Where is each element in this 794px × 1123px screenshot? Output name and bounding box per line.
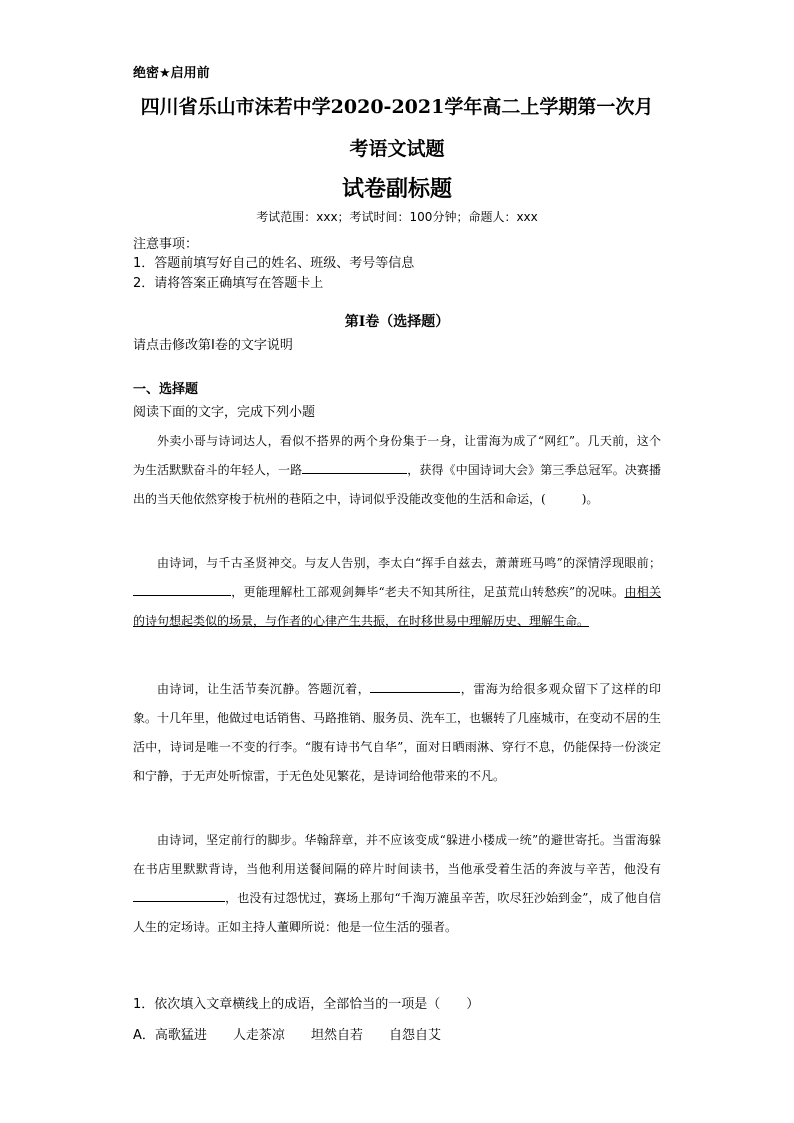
volume-title: 第I卷（选择题） (344, 314, 450, 330)
exam-info: 考试范围：xxx；考试时间：100分钟；命题人：xxx (256, 210, 538, 224)
answer-blank-3 (370, 680, 460, 693)
passage-text: ，也没有过怨忧过，赛场上那句“千淘万漉虽辛苦，吹尽狂沙始到金”，成了他自信人生的定场诗。正如主持人董卿所说：他是一位生活的强者。 (133, 891, 661, 934)
passage-text: 由诗词，坚定前行的脚步。华翰辞章，并不应该变成“躲进小楼成一统”的避世寄托。当雷海躲在书店里默默背诗，当他利用送餐间隔的碎片时间读书，当他承受着生活的奔波与辛苦，他没有 (133, 833, 661, 876)
notes-item: 2．请将答案正确填写在答题卡上 (133, 276, 324, 291)
notes-item: 1．答题前填写好自己的姓名、班级、考号等信息 (133, 256, 415, 271)
section-title: 一、选择题 (133, 382, 199, 397)
passage-text: 由诗词，让生活节奏沉静。答题沉着， (157, 682, 371, 696)
option-word: 坦然自若 (310, 1028, 363, 1043)
secret-label: 绝密★启用前 (133, 66, 210, 81)
option-a[interactable] (133, 1024, 467, 1043)
page-title-line1: 四川省乐山市沫若中学2020-2021学年高二上学期第一次月 (140, 96, 654, 118)
option-word: 自怨自艾 (388, 1028, 441, 1043)
passage-text: ，更能理解杜工部观剑舞毕“老夫不知其所往，足茧荒山转愁疾”的况味。 (231, 585, 625, 599)
option-label: A． (133, 1028, 155, 1043)
passage-text: ，获得《中国诗词大会》第三季总冠军。决赛播出的当天他依然穿梭于杭州的巷陌之中，诗词似乎没能改变他的生活和命运，( (133, 463, 661, 506)
option-word: 高歌猛进 (154, 1028, 207, 1043)
page-subtitle: 试卷副标题 (341, 177, 452, 202)
passage-text: 由诗词，与千古圣贤神交。与友人告别，李太白“挥手自兹去，萧萧班马鸣”的深情浮现眼前； (157, 556, 661, 570)
passage-paragraph-2 (133, 549, 661, 636)
passage-text: 外卖小哥与诗词达人，看似不搭界的两个身份集于一身，让雷海为成了“网红”。几天前，这个为生活默默奋斗的年轻人，一路 (133, 434, 661, 477)
volume-description: 请点击修改第I卷的文字说明 (133, 338, 293, 353)
option-word: 人走茶凉 (232, 1028, 285, 1043)
answer-blank-2 (133, 583, 231, 596)
answer-blank-4 (133, 889, 225, 902)
section-instruction: 阅读下面的文字，完成下列小题 (133, 405, 316, 420)
underlined-sentence: 由相关的诗句想起类似的场景，与作者的心律产生共振，在时移世易中理解历史、理解生命。 (133, 585, 661, 628)
passage-paragraph-4 (133, 826, 661, 942)
passage-text: ，雷海为给很多观众留下了这样的印象。十几年里，他做过电话销售、马路推销、服务员、洗车工，也辗转了几座城市，在变动不居的生活中，诗词是唯一不变的行李。“腹有诗书气自华”，面对日晒雨淋、穿行不息，仍能保持一份淡定和宁静，于无声处听惊雷，于无色处见繁花，是诗词给他带来的不凡。 (133, 682, 662, 783)
page-title-line2: 考语文试题 (349, 138, 445, 160)
answer-blank-1 (302, 461, 407, 474)
question-stem: 1．依次填入文章横线上的成语，全部恰当的一项是（ ） (133, 997, 480, 1012)
passage-paragraph-1 (133, 427, 661, 514)
passage-text: )。 (581, 492, 599, 506)
passage-paragraph-3 (133, 675, 661, 791)
notes-heading: 注意事项： (133, 237, 199, 252)
